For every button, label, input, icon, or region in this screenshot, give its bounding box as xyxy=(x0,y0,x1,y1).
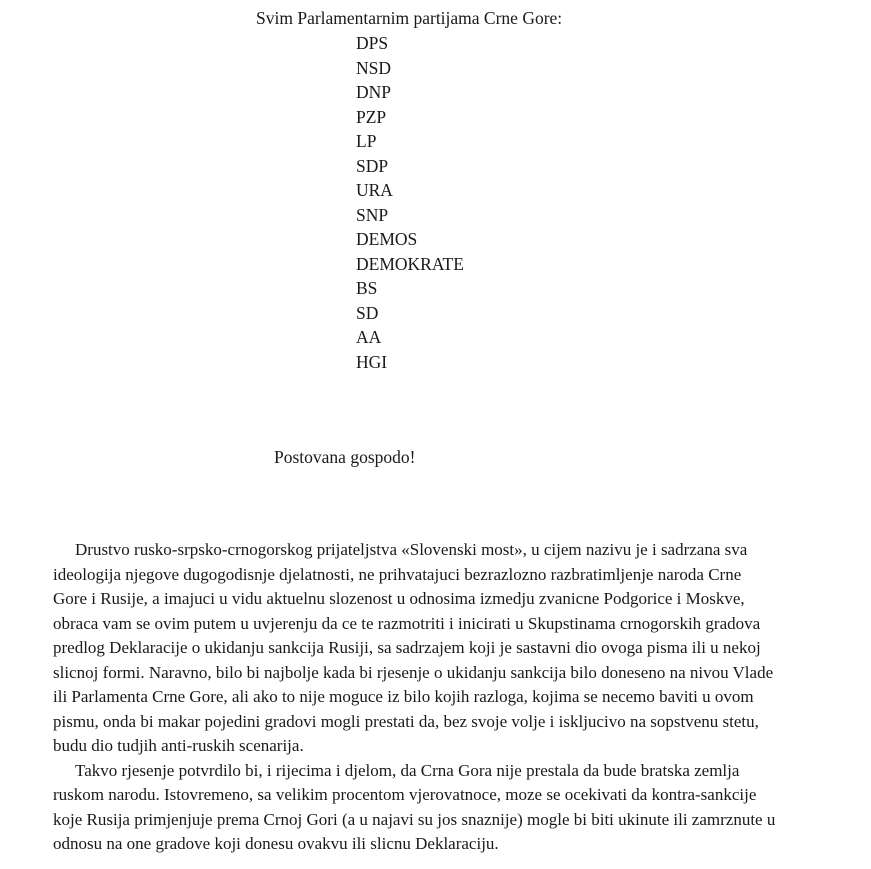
party-item: DPS xyxy=(356,33,389,53)
party-item: DNP xyxy=(356,82,392,102)
paragraph-2 xyxy=(53,759,853,857)
party-list xyxy=(356,31,464,374)
party-item: NSD xyxy=(356,57,392,78)
text-line: ideologija njegove dugogodisnje djelatnosti, ne prihvatajuci bezrazlozno razbratimljenje naroda Crne xyxy=(53,564,742,584)
party-item: AA xyxy=(356,327,382,347)
text-line: ruskom narodu. Istovremeno, sa velikim procentom vjerovatnoce, moze se ocekivati da kontra-sankcije xyxy=(53,785,757,804)
party-item: LP xyxy=(356,131,377,151)
salutation: Postovana gospodo! xyxy=(274,447,416,467)
text-line: budu dio tudjih anti-ruskih scenarija. xyxy=(53,736,304,755)
letter-body xyxy=(53,538,853,857)
text-line: pismu, onda bi makar pojedini gradovi mogli prestati da, bez svoje volje i iskljucivo na sopstvenu stetu, xyxy=(53,711,759,731)
addressee-line: Svim Parlamentarnim partijama Crne Gore: xyxy=(256,8,563,28)
party-item: URA xyxy=(356,180,393,200)
text-line: Gore i Rusije, a imajuci u vidu aktuelnu slozenost u odnosima izmedju zvanicne Podgorice i Moskve, xyxy=(53,589,745,608)
text-line: koje Rusija primjenjuje prema Crnoj Gori (a u najavi su jos snaznije) mogle bi biti ukinute ili zamrznute u xyxy=(53,809,776,829)
party-item: PZP xyxy=(356,106,387,127)
text-line: Drustvo rusko-srpsko-crnogorskog prijateljstva «Slovenski most», u cijem nazivu je i sadrzana sva xyxy=(75,540,748,559)
party-item: SD xyxy=(356,302,379,323)
party-item: SNP xyxy=(356,204,389,225)
text-line: predlog Deklaracije o ukidanju sankcija Rusiji, sa sadrzajem koji je sastavni dio ovoga pisma ili u nekoj xyxy=(53,638,761,657)
party-item: SDP xyxy=(356,155,389,176)
text-line: slicnoj formi. Naravno, bilo bi najbolje kada bi rjesenje o ukidanju sankcija bilo doneseno na nivou Vlade xyxy=(53,662,774,682)
party-item: BS xyxy=(356,278,378,298)
text-line: Takvo rjesenje potvrdilo bi, i rijecima i djelom, da Crna Gora nije prestala da bude bratska zemlja xyxy=(75,760,740,780)
party-item: HGI xyxy=(356,351,388,372)
party-item: DEMOS xyxy=(356,229,418,249)
paragraph-1 xyxy=(53,538,853,759)
party-item: DEMOKRATE xyxy=(356,253,464,274)
text-line: ili Parlamenta Crne Gore, ali ako to nije moguce iz bilo kojih razloga, kojima se necemo baviti u ovom xyxy=(53,687,754,706)
text-line: obraca vam se ovim putem u uvjerenju da ce te razmotriti i inicirati u Skupstinama crnogorskih gradova xyxy=(53,613,761,633)
text-line: odnosu na one gradove koji donesu ovakvu ili slicnu Deklaraciju. xyxy=(53,834,499,853)
